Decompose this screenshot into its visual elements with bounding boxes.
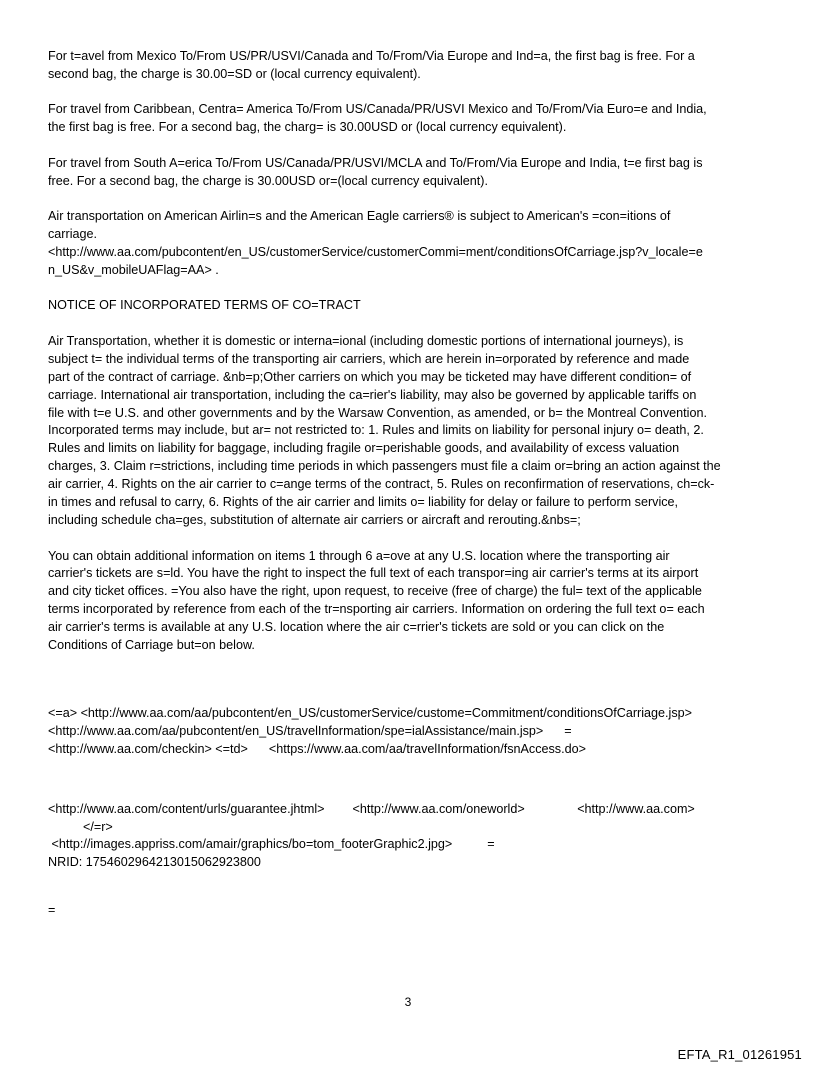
text-line: Incorporated terms may include, but ar= not restricted to: 1. Rules and limits on liability for personal injury o= death, 2.: [48, 423, 704, 438]
paragraph-additional-information: [48, 548, 772, 655]
text-line: carrier's tickets are s=ld. You have the right to inspect the full text of each transpor=ing air carrier's terms at its airport: [48, 566, 699, 581]
text-line: air carrier's terms is available at any U.S. location where the air c=rrier's tickets are sold or you can click on the: [48, 620, 665, 635]
closing-tag-text: </=r>: [48, 819, 113, 834]
link-row[interactable]: <=a> <http://www.aa.com/aa/pubcontent/en_US/customerService/custome=Commitment/conditionsOfCarriage.jsp>: [48, 705, 693, 720]
text-line: You can obtain additional information on items 1 through 6 a=ove at any U.S. location where the transporting air: [48, 548, 670, 563]
link-row[interactable]: <http://www.aa.com/checkin> <=td> <https://www.aa.com/aa/travelInformation/fsnAccess.do>: [48, 741, 586, 756]
text-line: air carrier, 4. Rights on the air carrier to c=ange terms of the contract, 5. Rules on reconfirmation of reservations, ch=ck-: [48, 477, 715, 492]
link-list: [48, 705, 772, 759]
text-line: NOTICE OF INCORPORATED TERMS OF CO=TRACT: [48, 298, 361, 313]
text-line: carriage.: [48, 227, 97, 242]
trailing-equals: =: [48, 903, 56, 918]
text-line: Rules and limits on liability for baggage, including fragile or=perishable goods, and availability of excess valuation: [48, 441, 680, 456]
paragraph-incorporated-terms: [48, 333, 772, 530]
text-line: including schedule cha=ges, substitution of alternate air carriers or aircraft and rerouting.&nbs=;: [48, 513, 581, 527]
conditions-url-line[interactable]: n_US&v_mobileUAFlag=AA> .: [48, 262, 219, 277]
text-line: Air transportation on American Airlin=s and the American Eagle carriers® is subject to American's =con=itions of: [48, 209, 671, 224]
nrid-text: NRID: 175460296421301506292380​0: [48, 855, 261, 870]
text-line: file with t=e U.S. and other governments and by the Warsaw Convention, as amended, or b= the Montreal Convention.: [48, 405, 707, 420]
text-line: For travel from Caribbean, Centra= America To/From US/Canada/PR/USVI Mexico and To/From/Via Euro=e and India,: [48, 102, 707, 117]
text-line: For t=avel from Mexico To/From US/PR/USVI/Canada and To/From/Via Europe and Ind=a, the first bag is free. For a: [48, 49, 695, 63]
text-line: free. For a second bag, the charge is 30.00USD or=(local currency equivalent).: [48, 173, 488, 188]
link-row[interactable]: <http://www.aa.com/content/urls/guarantee.jhtml> <http://www.aa.com/oneworld> <http://www.aa.com>: [48, 801, 695, 816]
text-line: terms incorporated by reference from each of the tr=nsporting air carriers. Information on ordering the full text o= each: [48, 602, 705, 617]
text-line: For travel from South A=erica To/From US/Canada/PR/USVI/MCLA and To/From/Via Europe and India, t=e first bag is: [48, 155, 703, 170]
bates-id: EFTA_R1_01261951: [677, 1047, 802, 1062]
link-row[interactable]: <http://images.appriss.com/amair/graphics/bo=tom_footerGraphic2.jpg> =: [48, 837, 495, 852]
link-row[interactable]: <http://www.aa.com/aa/pubcontent/en_US/travelInformation/spe=ialAssistance/main.jsp> =: [48, 723, 572, 738]
text-line: the first bag is free. For a second bag, the charg= is 30.00USD or (local currency equivalent).: [48, 120, 567, 135]
paragraph-conditions-of-carriage: [48, 208, 772, 280]
text-line: Conditions of Carriage but=on below.: [48, 638, 255, 653]
text-line: part of the contract of carriage. &nb=p;Other carriers on which you may be ticketed may have different condition= of: [48, 369, 692, 384]
text-line: carriage. International air transportation, including the ca=rier's liability, may also be governed by applicable tariffs on: [48, 387, 697, 402]
text-line: charges, 3. Claim r=strictions, including time periods in which passengers must file a claim or=bring an action against the: [48, 459, 721, 474]
text-line: Air Transportation, whether it is domestic or interna=ional (including domestic portions of international journeys), is: [48, 333, 684, 348]
page-number: 3: [404, 995, 412, 1009]
text-line: subject t= the individual terms of the transporting air carriers, which are herein in=orporated by reference and made: [48, 351, 690, 366]
paragraph-mexico-baggage: [48, 48, 772, 84]
paragraph-south-america-baggage: [48, 155, 772, 191]
email-document-body: [48, 48, 772, 920]
notice-heading: [48, 297, 772, 315]
footer-links: [48, 801, 772, 921]
text-line: second bag, the charge is 30.00=SD or (local currency equivalent).: [48, 66, 421, 81]
text-line: and city ticket offices. =You also have the right, upon request, to receive (free of charge) the ful= text of the applicable: [48, 584, 702, 599]
paragraph-caribbean-baggage: [48, 101, 772, 137]
conditions-url-line[interactable]: <http://www.aa.com/pubcontent/en_US/customerService/customerCommi=ment/conditionsOfCarriage.jsp?v_locale=e: [48, 245, 703, 260]
text-line: in times and refusal to carry, 6. Rights of the air carrier and limits o= liability for delay or failure to perform service,: [48, 495, 679, 510]
